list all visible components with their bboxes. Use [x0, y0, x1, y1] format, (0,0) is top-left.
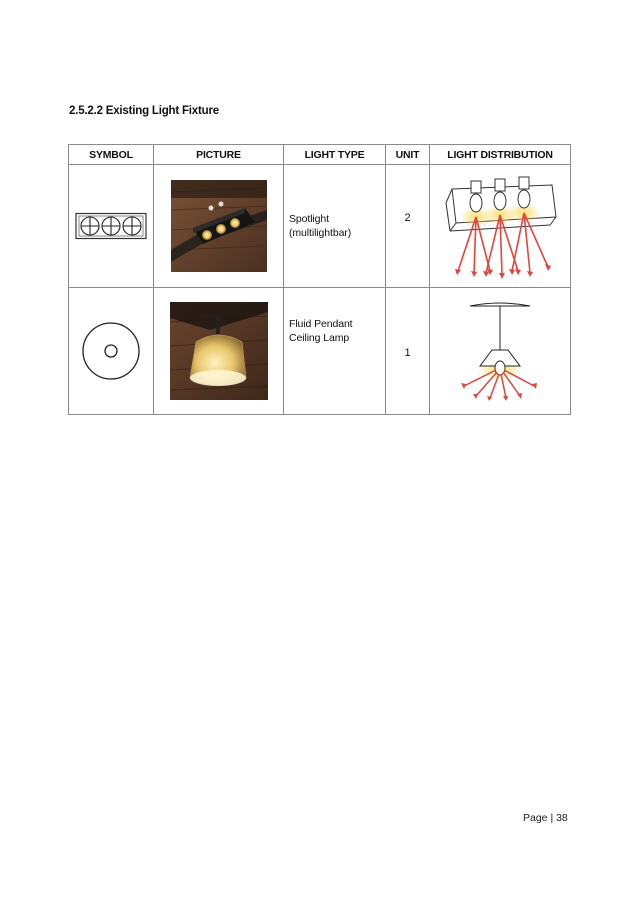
- header-light-distribution: LIGHT DISTRIBUTION: [430, 145, 571, 165]
- pendant-lamp-distribution-sketch: [452, 298, 548, 404]
- symbol-cell: [69, 288, 154, 415]
- light-fixture-table: [68, 144, 571, 415]
- distribution-cell: [430, 165, 571, 288]
- unit-value: 2: [404, 212, 411, 224]
- pendant-circle-symbol-icon: [80, 320, 142, 382]
- symbol-cell: [69, 165, 154, 288]
- unit-cell: [386, 165, 430, 288]
- section-heading: 2.5.2.2 Existing Light Fixture: [69, 105, 219, 117]
- distribution-cell: [430, 288, 571, 415]
- unit-cell: [386, 288, 430, 415]
- spotlight-bar-distribution-sketch: [438, 173, 562, 279]
- light-type-cell: [284, 288, 386, 415]
- table-row: [69, 288, 571, 415]
- light-type-label: Spotlight (multilightbar): [289, 213, 352, 239]
- table-header-row: [69, 145, 571, 165]
- light-type-cell: [284, 165, 386, 288]
- fluid-pendant-lamp-photo: [170, 302, 268, 400]
- header-symbol: SYMBOL: [69, 145, 154, 165]
- header-picture: PICTURE: [154, 145, 284, 165]
- picture-cell: [154, 165, 284, 288]
- light-type-label: Fluid Pendant Ceiling Lamp: [289, 318, 353, 344]
- page-number: Page | 38: [523, 812, 568, 824]
- picture-cell: [154, 288, 284, 415]
- spotlight-multilightbar-photo: [171, 180, 267, 272]
- header-light-type: LIGHT TYPE: [284, 145, 386, 165]
- three-circle-spotlight-bar-symbol-icon: [75, 212, 147, 240]
- header-unit: UNIT: [386, 145, 430, 165]
- table-row: [69, 165, 571, 288]
- unit-value: 1: [404, 347, 411, 359]
